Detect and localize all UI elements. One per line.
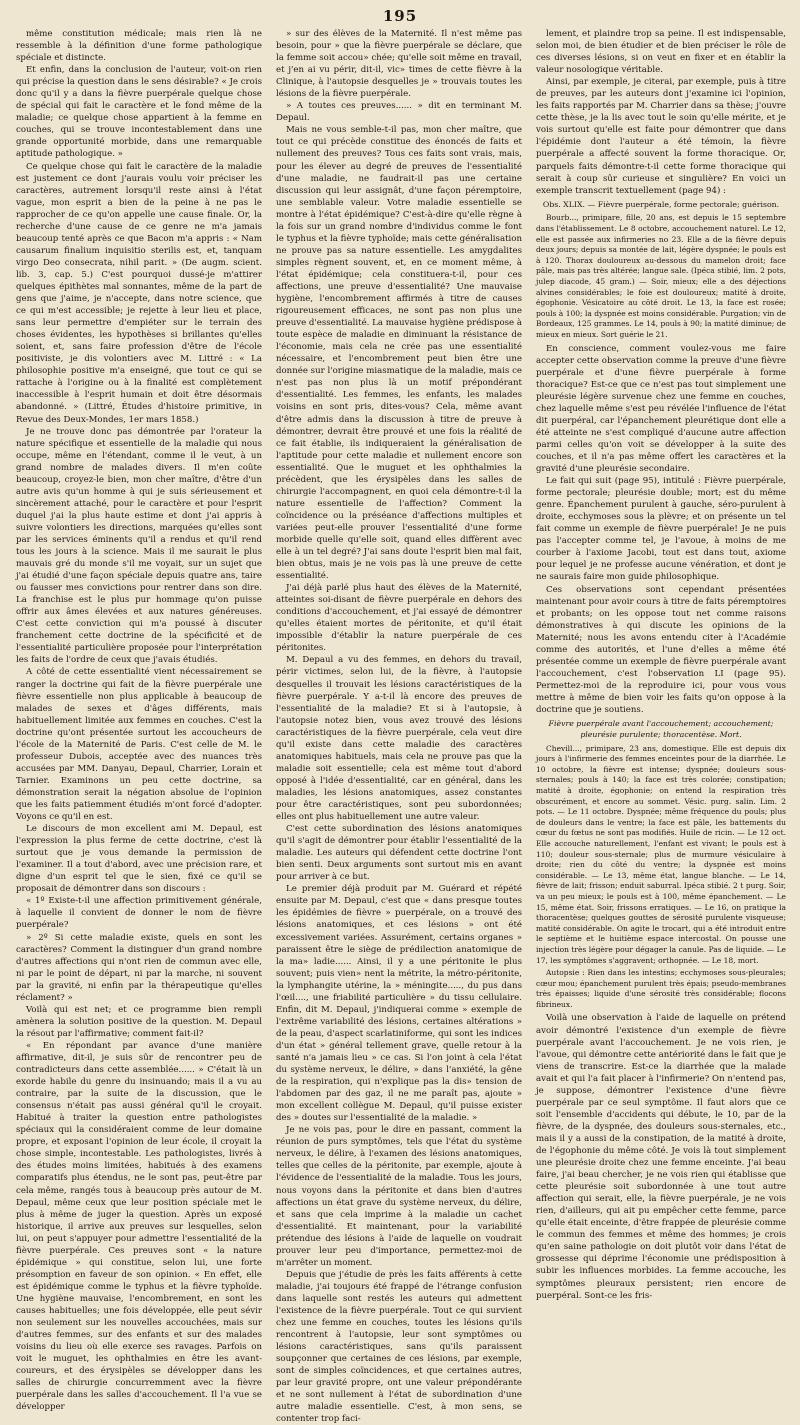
paragraph: Fièvre puerpérale avant l'accouchement; accouchement; pleurésie purulente; thoracentèse. Mort. bbox=[548, 719, 774, 739]
paragraph: C'est cette subordination des lésions anatomiques qu'il s'agit de démontrer pour établir l'essentialité de la maladie. Les auteurs qui défendent cette doctrine l'ont bien senti. Deux arguments sont surtout mis en avant pour arriver à ce but. bbox=[276, 824, 522, 883]
paragraph: Ainsi, par exemple, je citerai, par exemple, puis à titre de preuves, par les auteurs dont j'examine ici l'opinion, les faits rapportés par M. Charrier dans sa thèse; j'ouvre cette thèse, je la lis avec tout le soin qu'elle mérite, et je vois surtout qu'elle est faite pour démontrer que dans l'épidémie dont l'auteur a été témoin, la fièvre puerpérale a affecté souvent la forme thoracique. Or, parquels faits démontre-t-il cette forme thoracique qui serait à coup sûr curieuse et singulière? En voici un exemple transcrit textuellement (page 94) : bbox=[536, 77, 786, 196]
paragraph: Je ne vois pas, pour le dire en passant, comment la réunion de purs symptômes, tels que l'état du système nerveux, le délire, à l'examen des lésions anatomiques, telles que celles de la péritonite, par exemple, ajoute à l'évidence de l'essentialité de la maladie. Tous les jours, nous voyons dans la péritonite et dans bien d'autres affections un état grave du système nerveux, du délire, et sans que cela imprime à la maladie un cachet d'essentialité. Et maintenant, pour la variabilité prétendue des lésions à l'aide de laquelle on voudrait prouver leur peu d'importance, permettez-moi de m'arrêter un moment. bbox=[276, 1125, 522, 1268]
paragraph: » sur des élèves de la Maternité. Il n'est même pas besoin, pour » que la fièvre puerpérale se déclare, que la femme soit accou» chée; qu'elle soit même en travail, et j'en ai vu périr, dit-il, vic» times de cette fièvre à la Clinique, à l'autopsie desquelles je » trouvais toutes les lésions de la fièvre puerpérale. bbox=[276, 29, 522, 100]
text-column-middle bbox=[276, 28, 522, 1425]
paragraph: Voilà qui est net; et ce programme bien rempli amènera la solution positive de la question. M. Depaul la résout par l'affirmative; comment fait-il? bbox=[16, 1004, 262, 1039]
paragraph: « En répondant par avance d'une manière affirmative, dit-il, je suis sûr de rencontrer peu de contradicteurs dans cette assemblée...... » C'était là un exorde habile du genre du insinuando; mais il a vu au contraire, par la suite de la discussion, que le consensus n'était pas aussi général qu'il le croyait. Habitué à traiter la question entre pathologistes spéciaux qui la considéraient comme de leur domaine propre, et exposant l'opinion de leur école, il croyait la chose simple, incontestable. Les pathologistes, livrés à des études moins limitées, habitués à des examens comparatifs plus étendus, ne le sont pas, peut-être par cela même, rangés tous à beaucoup près autour de M. Depaul, même ceux que leur position spéciale met le plus à même de juger la question. Après un exposé historique, il arrive aux preuves sur lesquelles, selon lui, on peut s'appuyer pour admettre l'essentialité de la fièvre puerpérale. Ces preuves sont « la nature épidémique » qui constitue, selon lui, une forte présomption en faveur de son opinion. « En effet, elle est épidémique comme le typhus et la fièvre typhoïde. Une hygiène mauvaise, l'encombrement, en sont les causes habituelles; une fois développée, elle peut sévir non seulement sur les nouvelles accouchées, mais sur d'autres femmes, sur des enfants et sur des malades voisins du lieu où elle exerce ses ravages. Parfois on voit le muguet, les ophthalmies en être les avant-coureurs, et des érysipèles se développer dans les salles de chirurgie concurremment avec la fièvre puerpérale dans les salles d'accouchement. Il l'a vue se développer bbox=[16, 1040, 262, 1413]
paragraph: Le premier déjà produit par M. Guérard et répété ensuite par M. Depaul, c'est que « dans presque toutes les épidémies de fièvre » puerpérale, on a trouvé des lésions anatomiques, et ces lésions » ont été excessivement variées. Assurément, certains organes » paraissent être le siège de prédilection anatomique de la ma» ladie...... Ainsi, il y a une péritonite le plus souvent; puis vien» nent la métrite, la métro-péritonite, la lymphangite utérine, la » méningite....., du pus dans l'œil...., une friabilité particulière » du tissu cellulaire. Enfin, dit M. Depaul, j'indiquerai comme » exemple de l'extrême variabilité des lésions, certaines altérations » de la peau, d'aspect scarlatiniforme, qui sont les indices d'un état » général tellement grave, quelle retour à la santé n'a jamais lieu » ce cas. Si l'on joint à cela l'état du système nerveux, le délire, » dans l'anxiété, la gêne de la respiration, qui n'explique pas la dis» tension de l'abdomen par des gaz, il ne me paraît pas, ajoute » mon excellent collègue M. Depaul, qu'il puisse exister des » doutes sur l'essentialité de la maladie. » bbox=[276, 884, 522, 1124]
paragraph: A côté de cette essentialité vient nécessairement se ranger la doctrine qui fait de la fièvre puerpérale une fièvre essentielle non plus applicable à beaucoup de malades de sexes et d'âges différents, mais habituellement limitée aux femmes en couches. C'est la doctrine qu'ont présentée surtout les accoucheurs de l'école de la Maternité de Paris. C'est celle de M. le professeur Dubois, acceptée avec des nuances très accusées par MM. Danyau, Depaul, Charrier, Lorain et Tarnier. Examinons un peu cette doctrine, sa démonstration serait la négation absolue de l'opinion que les faits patiemment étudiés m'ont forcé d'adopter. Voyons ce qu'il en est. bbox=[16, 667, 262, 823]
paragraph: Je ne trouve donc pas démontrée par l'orateur la nature spécifique et essentielle de la maladie qui nous occupe, même en l'étendant, comme il le veut, à un grand nombre de malades divers. Il m'en coûte beaucoup, croyez-le bien, mon cher maître, d'être d'un autre avis qu'un homme à qui je suis sérieusement et sincèrement attaché, pour le caractère et pour l'esprit duquel j'ai la plus haute estime et dont j'ai appris à suivre volontiers les directions, marquées qu'elles sont par les services éminents qu'il a rendus et qu'il rend tous les jours à la science. Mais il me saurait le plus mauvais gré du monde s'il me voyait, sur un sujet que j'ai étudié d'une façon spéciale depuis quatre ans, taire ou fausser mes convictions pour rentrer dans son dire. La franchise est le plus pur hommage qu'on puisse offrir aux âmes élevées et aux natures généreuses. C'est cette conviction qui m'a poussé à discuter franchement cette doctrine de la spécificité et de l'essentialité particulière proposée pour l'interprétation les faits de l'ordre de ceux que j'avais étudiés. bbox=[16, 426, 262, 666]
paragraph: Depuis que j'étudie de près les faits afférents à cette maladie, j'ai toujours été frappé de l'étrange confusion dans laquelle sont restés les auteurs qui admettent l'existence de la fièvre puerpérale. Tout ce qui survient chez une femme en couches, toutes les lésions qu'ils rencontrent à l'autopsie, leur sont symptômes ou lésions caractéristiques, sans qu'ils paraissent soupçonner que certaines de ces lésions, par exemple, sont de simples coïncidences, et que certaines autres, par leur gravité propre, ont une valeur prépondérante et ne sont nullement à l'état de subordination d'une autre maladie essentielle. C'est, à mon sens, se contenter trop faci- bbox=[276, 1269, 522, 1425]
paragraph: Ces observations sont cependant présentées maintenant pour avoir cours à titre de faits péremptoires et probants; on les oppose tout net comme raisons démonstratives à qui discute les opinions de la Maternité; nous les avons entendu citer à l'Académie comme des autorités, et l'une d'elles a même été présentée comme un exemple de fièvre puerpérale avant l'accouchement, c'est l'observation LI (page 95). Permettez-moi de la reproduire ici, pour vous vous mettre à même de bien voir les faits qu'on oppose à la doctrine que je soutiens. bbox=[536, 584, 786, 715]
text-column-left bbox=[16, 28, 262, 1413]
paragraph: Ce quelque chose qui fait le caractère de la maladie est justement ce dont j'aurais voulu voir préciser les caractères, autrement lorsqu'il reste ainsi à l'état vague, mon esprit a bien de la peine à ne pas le rapprocher de ce qu'on appelle une cause finale. Or, la recherche d'une cause de ce genre ne m'a jamais beaucoup tenté après ce que Bacon m'a appris : « Nam causarum finalium inquisitio sterilis est, et, tanquam virgo Deo consecrata, nihil parit. » (De augm. scient. lib. 3, cap. 5.) C'est pourquoi dussé-je m'attirer quelques épithètes mal sonnantes, même de la part de gens que j'aime, je n'accepte, dans notre science, que ce qui m'est accessible; je rejette à leur lieu et place, sans leur permettre d'empiéter sur le terrain des choses évidentes, les hypothèses si brillantes qu'elles soient, et, sans faire profession d'être de l'école positiviste, je dis volontiers avec M. Littré : « La philosophie positive m'a enseigné, que tout ce qui se rattache à l'origine ou à la finalité est complètement inaccessible à l'esprit humain et doit être désormais abandonné. » (Littré, Études d'histoire primitive, in Revue des Deux-Mondes, 1er mars 1858.) bbox=[16, 161, 262, 425]
paragraph: Autopsie : Rien dans les intestins; ecchymoses sous-pleurales; cœur mou; épanchement purulent très épais; pseudo-membranes très épaisses; liquide d'une sérosité très considérable; flocons fibrineux. bbox=[536, 968, 786, 1009]
paragraph: En conscience, comment voulez-vous me faire accepter cette observation comme la preuve d'une fièvre puerpérale et d'une fièvre puerpérale à forme thoracique? Est-ce que ce n'est pas tout simplement une pleurésie légère survenue chez une femme en couches, chez laquelle même s'est peu révélée l'influence de l'état dit puerpéral, car l'épanchement pleurétique dont elle a été atteinte ne s'est compliqué d'aucune autre affection parmi celles qu'on voit se développer à la suite des couches, et il n'a pas même offert les caractères et la gravité d'une pleurésie secondaire. bbox=[536, 343, 786, 475]
paragraph: même constitution médicale; mais rien là ne ressemble à la définition d'une forme pathologique spéciale et distincte. bbox=[16, 29, 262, 64]
paragraph: Et enfin, dans la conclusion de l'auteur, voit-on rien qui précise la question dans le sens désirable? « Je crois donc qu'il y a dans la fièvre puerpérale quelque chose de spécial qui fait le caractère et le fond même de la maladie; ce quelque chose appartient à la femme en couches, qui se trouve incontestablement dans une grande opportunité morbide, dans une remarquable aptitude pathologique. » bbox=[16, 65, 262, 160]
paragraph: » 2º Si cette maladie existe, quels en sont les caractères? Comment la distinguer d'un grand nombre d'autres affections qui n'ont rien de commun avec elle, ni par le point de départ, ni par la marche, ni souvent par la gravité, ni enfin par la thérapeutique qu'elles réclament? » bbox=[16, 932, 262, 1003]
paragraph: Obs. XLIX. — Fièvre puerpérale, forme pectorale; guérison. bbox=[542, 199, 780, 209]
paragraph: Voilà une observation à l'aide de laquelle on prétend avoir démontré l'existence d'un exemple de fièvre puerpérale avant l'accouchement. Je ne vois rien, je l'avoue, qui démontre cette antériorité dans le fait que je viens de transcrire. Est-ce la diarrhée que la malade avait et qui l'a fait placer à l'infirmerie? On n'entend pas, je suppose, démontrer l'existence d'une fièvre puerpérale par ce seul symptôme. Il faut alors que ce soit l'ensemble d'accidents qui débute, le 10, par de la fièvre, de la dyspnée, des douleurs sous-sternales, etc., mais il y a aussi de la constipation, de la matité à droite, de l'égophonie du même côté. Je vois là tout simplement une pleurésie droite chez une femme enceinte. J'ai beau faire, j'ai beau chercher, je ne vois rien qui établisse que cette pleurésie soit subordonnée à une tout autre affection qui serait, elle, la fièvre puerpérale, je ne vois rien, d'ailleurs, qui ait pu empêcher cette femme, parce qu'elle était enceinte, d'être frappée de pleurésie comme le commun des femmes et même des hommes; je crois qu'en saine pathologie on doit plutôt voir dans l'état de grossesse qui déprime l'économie une prédisposition à subir les influences morbides. La femme accouche, les symptômes pleuraux persistent; rien encore de puerpéral. Sont-ce les fris- bbox=[536, 1013, 786, 1301]
paragraph: M. Depaul a vu des femmes, en dehors du travail, périr victimes, selon lui, de la fièvre, à l'autopsie desquelles il trouvait les lésions caractéristiques de la fièvre puerpérale. Y a-t-il là encore des preuves de l'essentialité de la maladie? Et si à l'autopsie, à l'autopsie notez bien, vous avez trouvé des lésions caractéristiques de la fièvre puerpérale, cela veut dire qu'il existe dans cette maladie des caractères anatomiques habituels, mais cela ne prouve pas que la maladie soit essentielle; cela est même tout d'abord opposé à l'idée d'essentialité, car en général, dans les maladies, les lésions anatomiques, assez constantes pour être caractéristiques, sont peu subordonnées; elles ont plus habituellement une autre valeur. bbox=[276, 655, 522, 823]
paragraph: Le discours de mon excellent ami M. Depaul, est l'expression la plus ferme de cette doctrine, c'est là surtout que je vous demande la permission de l'examiner. Il a tout d'abord, avec une précision rare, et digne d'un esprit tel que le sien, fixé ce qu'il se proposait de démontrer dans son discours : bbox=[16, 824, 262, 895]
paragraph: Chevill..., primipare, 23 ans, domestique. Elle est depuis dix jours à l'infirmerie des femmes enceintes pour de la diarrhée. Le 10 octobre, la fièvre est intense; dyspnée; douleurs sous-sternales; pouls à 140; la face est très colorée; constipation; matité à droite, égophonie; on entend la respiration très obscurément, et encore au sommet. Vésic. purg. salin. Lim. 2 pots. — Le 11 octobre. Dyspnée; même fréquence du pouls; plus de douleurs dans le ventre; la face est pâle, les battements du cœur du fœtus ne sont pas modifiés. Huile de ricin. — Le 12 oct. Elle accouche naturellement, l'enfant est vivant; le pouls est à 110; douleur sous-sternale; plus de murmure vésiculaire à droite; rien du côté du ventre; la dyspnée est moins considérable. — Le 13, même état, langue blanche. — Le 14, fièvre de lait; frisson; enduit saburral. Ipéca stibié. 2 t purg. Soir, va un peu mieux; le pouls est à 100, même épanchement. — Le 15, même état. Soir, frissons erratiques. — Le 16, on pratique la thoracentèse; quelques gouttes de sérosité purulente visqueuse; matité considérable. On agite le trocart, qui a été introduit entre le septième et le huitième espace intercostal. On pousse une injection très légère pour dégager la canule. Pas de liquide. — Le 17, les symptômes s'aggravent; orthopnée. — Le 18, mort. bbox=[536, 743, 786, 965]
paragraph: Mais ne vous semble-t-il pas, mon cher maître, que tout ce qui précède constitue des énoncés de faits et nullement des preuves? Tous ces faits sont vrais, mais, pour les élever au degré de preuves de l'essentialité d'une maladie, ne faudrait-il pas une certaine discussion qui leur assignât, d'une façon péremptoire, une semblable valeur. Votre maladie essentielle se montre à l'état épidémique? C'est-à-dire qu'elle règne à la fois sur un grand nombre d'individus comme le font le typhus et la fièvre typhoïde; mais cette généralisation ne prouve pas sa nature essentielle. Les amygdalites simples règnent souvent, et, en ce moment même, à l'état épidémique; cela constituera-t-il, pour ces affections, une preuve d'essentialité? Une mauvaise hygiène, l'encombrement affirmés à titre de causes rigoureusement efficaces, ne sont pas non plus une preuve d'essentialité. La mauvaise hygiène prédispose à toute espèce de maladie en diminuant la résistance de l'économie, mais cela ne crée pas une essentialité nécessaire, et l'encombrement peut bien être une donnée sur l'origine miasmatique de la maladie, mais ce n'est pas non plus là un motif prépondérant d'essentialité. Les femmes, les enfants, les malades voisins en sont pris, dites-vous? Cela, même avant d'être admis dans la discussion à titre de preuve à démontrer, devrait être prouvé et une fois la réalité de ce fait établie, ils indiqueraient la généralisation de l'aptitude pour cette maladie et nullement encore son essentialité. Que le muguet et les ophthalmies la précèdent, que les érysipèles dans les salles de chirurgie l'accompagnent, en quoi cela démontre-t-il la nature essentielle de l'affection? Comment la coïncidence ou la préséance d'affections multiples et variées peut-elle prouver l'essentialité d'une forme morbide quelle qu'elle soit, quand elles diffèrent avec elle à un tel degré? J'ai sans doute l'esprit bien mal fait, bien obtus, mais je ne vois pas là une preuve de cette essentialité. bbox=[276, 125, 522, 582]
paragraph: J'ai déjà parlé plus haut des élèves de la Maternité, atteintes soi-disant de fièvre puerpérale en dehors des conditions d'accouchement, et j'ai essayé de démontrer qu'elles étaient mortes de péritonite, et qu'il était impossible d'établir la nature puerpérale de ces péritonites. bbox=[276, 583, 522, 654]
paragraph: « 1º Existe-t-il une affection primitivement générale, à laquelle il convient de donner le nom de fièvre puerpérale? bbox=[16, 896, 262, 931]
paragraph: » A toutes ces preuves...... » dit en terminant M. Depaul. bbox=[276, 101, 522, 124]
page-number: 195 bbox=[382, 7, 418, 25]
paragraph: Bourb..., primipare, fille, 20 ans, est depuis le 15 septembre dans l'établissement. Le 8 octobre, accouchement naturel. Le 12, elle est passée aux infirmeries no 23. Elle a de la fièvre depuis deux jours; depuis sa montée de lait, légère dyspnée; le pouls est à 120. Thorax douloureux au-dessous du mamelon droit; face pâle, mais pas très altérée; langue sale. (Ipéca stibié, lim. 2 pots, julep diacode, 45 gram.) — Soir, mieux; elle a des déjections alvines considérables; le foie est douloureux; matité à droite, égophonie. Vésicatoire au côté droit. Le 13, la face est rosée; pouls à 100; la dyspnée est moins considérable. Purgation; vin de Bordeaux, 125 grammes. Le 14, pouls à 90; la matité diminue; de mieux en mieux. Sort guérie le 21. bbox=[536, 213, 786, 339]
text-column-right bbox=[536, 28, 786, 1301]
paragraph: Le fait qui suit (page 95), intitulé : Fièvre puerpérale, forme pectorale; pleurésie double; mort; est du même genre. Épanchement purulent à gauche, séro-purulent à droite, ecchymoses sous la plèvre; et on présente un tel fait comme un exemple de fièvre puerpérale! Je ne puis pas l'accepter comme tel, je l'avoue, à moins de me courber à l'axiome Jacobi, tout est dans tout, axiome pour lequel je ne professe aucune vénération, et dont je ne saurais faire mon guide philosophique. bbox=[536, 476, 786, 583]
paragraph: lement, et plaindre trop sa peine. Il est indispensable, selon moi, de bien étudier et de bien préciser le rôle de ces diverses lésions, si on veut en fixer et en établir la valeur nosologique véritable. bbox=[536, 29, 786, 76]
